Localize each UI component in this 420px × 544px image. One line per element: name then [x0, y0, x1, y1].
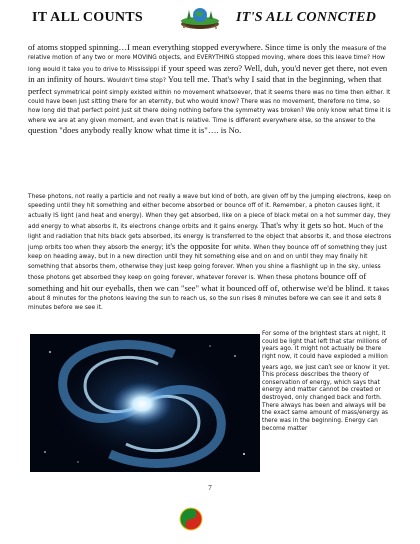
p2-text-run: bounce off of something and hit our eyeballs, then we can "see" what it bounced off of, otherwise we'd be blind. [28, 271, 368, 293]
p2-text-run: These photons, not really a particle and not really a wave but kind of both, are given off by the jumping electrons, keep on speeding until they hit something and either become absorbed or bounce off of it. Remember, a photon causes light, it actually IS light (and heat and energy). When they get absorbed, like on a piece of black metal on a hot summer day, they add energy to what absorbs it, its electrons change orbits and it gains energy. [28, 194, 391, 231]
floating-island-globe-icon [175, 4, 225, 36]
page-title-right: IT'S ALL CONNCTED [236, 10, 377, 25]
p1-text-run: measure of the relative motion of any two or more MOVING objects, and EVERYTHING stopped moving, where does this leave time? How long would it take you to drive to Mississippi [28, 46, 387, 73]
side-text-run: For some of the brightest stars at night, it could be light that left that star millions of years ago. It might not actually be there right now, it could have exploded a million years ago, we [262, 331, 388, 371]
spiral-galaxy-image [30, 334, 260, 472]
p2-text-run: That's why it gets so hot. [260, 220, 349, 231]
yin-yang-icon [175, 506, 207, 532]
side-text-run: This process describes the theory of conservation of energy, which says that energy and matter cannot be created or destroyed, only changed back and forth. There always has been and always will be the exact same amount of mass/energy as there was in the beginning. Energy can become matter [262, 372, 389, 432]
p1-text-run: of atoms stopped spinning…I mean everything stopped everywhere. Since time is only the [28, 42, 342, 52]
p1-text-run: symmetrical point simply existed within no movement whatsoever, that it seems there was no time then either. It could have been just sitting there for an eternity, but who would know? There was no movement, therefore no time, so how long did that perfect point just sit there doing nothing before the symmetry was broken? We only know what time it is where we are at any given moment, and even that is relative. Time is different everywhere else, so the answer to the [28, 89, 391, 124]
p2-text-run: white. When they bounce off of something they just keep on heading away, but in a new direction until they hit something else and on and on until they may finally hit something that absorbs them, otherwise they just keep going forever. When you shine a flashlight up in the sky, unless those photons get absorbed they keep on going forever, whatever forever is. When these photons [28, 245, 387, 282]
page-title-left: IT ALL COUNTS [32, 10, 144, 25]
page-header [0, 0, 420, 40]
p1-text-run: You tell me. That's why I said that in the beginning, when that perfect [28, 74, 382, 96]
page-number: 7 [208, 484, 212, 492]
p2-text-run: Much of the light and radiation that hits black gets absorbed, its energy is transferred to the object that absorbs it, and those electrons jump orbits too when they absorb the energy; [28, 224, 392, 252]
p2-text-run: It takes about 8 minutes for the photons leaving the sun to reach us, so the sun rises 8 minutes before we can see it and sets 8 minutes before we see it. [28, 286, 390, 312]
p1-text-run: if your speed was zero? Well, duh, you'd never get there, not even in an infinity of hours. [28, 62, 388, 85]
paragraph-time [28, 42, 392, 136]
p1-text-run: question "does anybody really know what time it is"…. is No. [28, 125, 242, 136]
side-text-run: just can't see or know it yet. [305, 361, 390, 371]
paragraph-photons [28, 192, 392, 313]
paragraph-starlight [262, 331, 392, 433]
p1-text-run: Wouldn't time stop? [107, 78, 168, 85]
p2-text-run: it's the opposite for [165, 241, 234, 252]
